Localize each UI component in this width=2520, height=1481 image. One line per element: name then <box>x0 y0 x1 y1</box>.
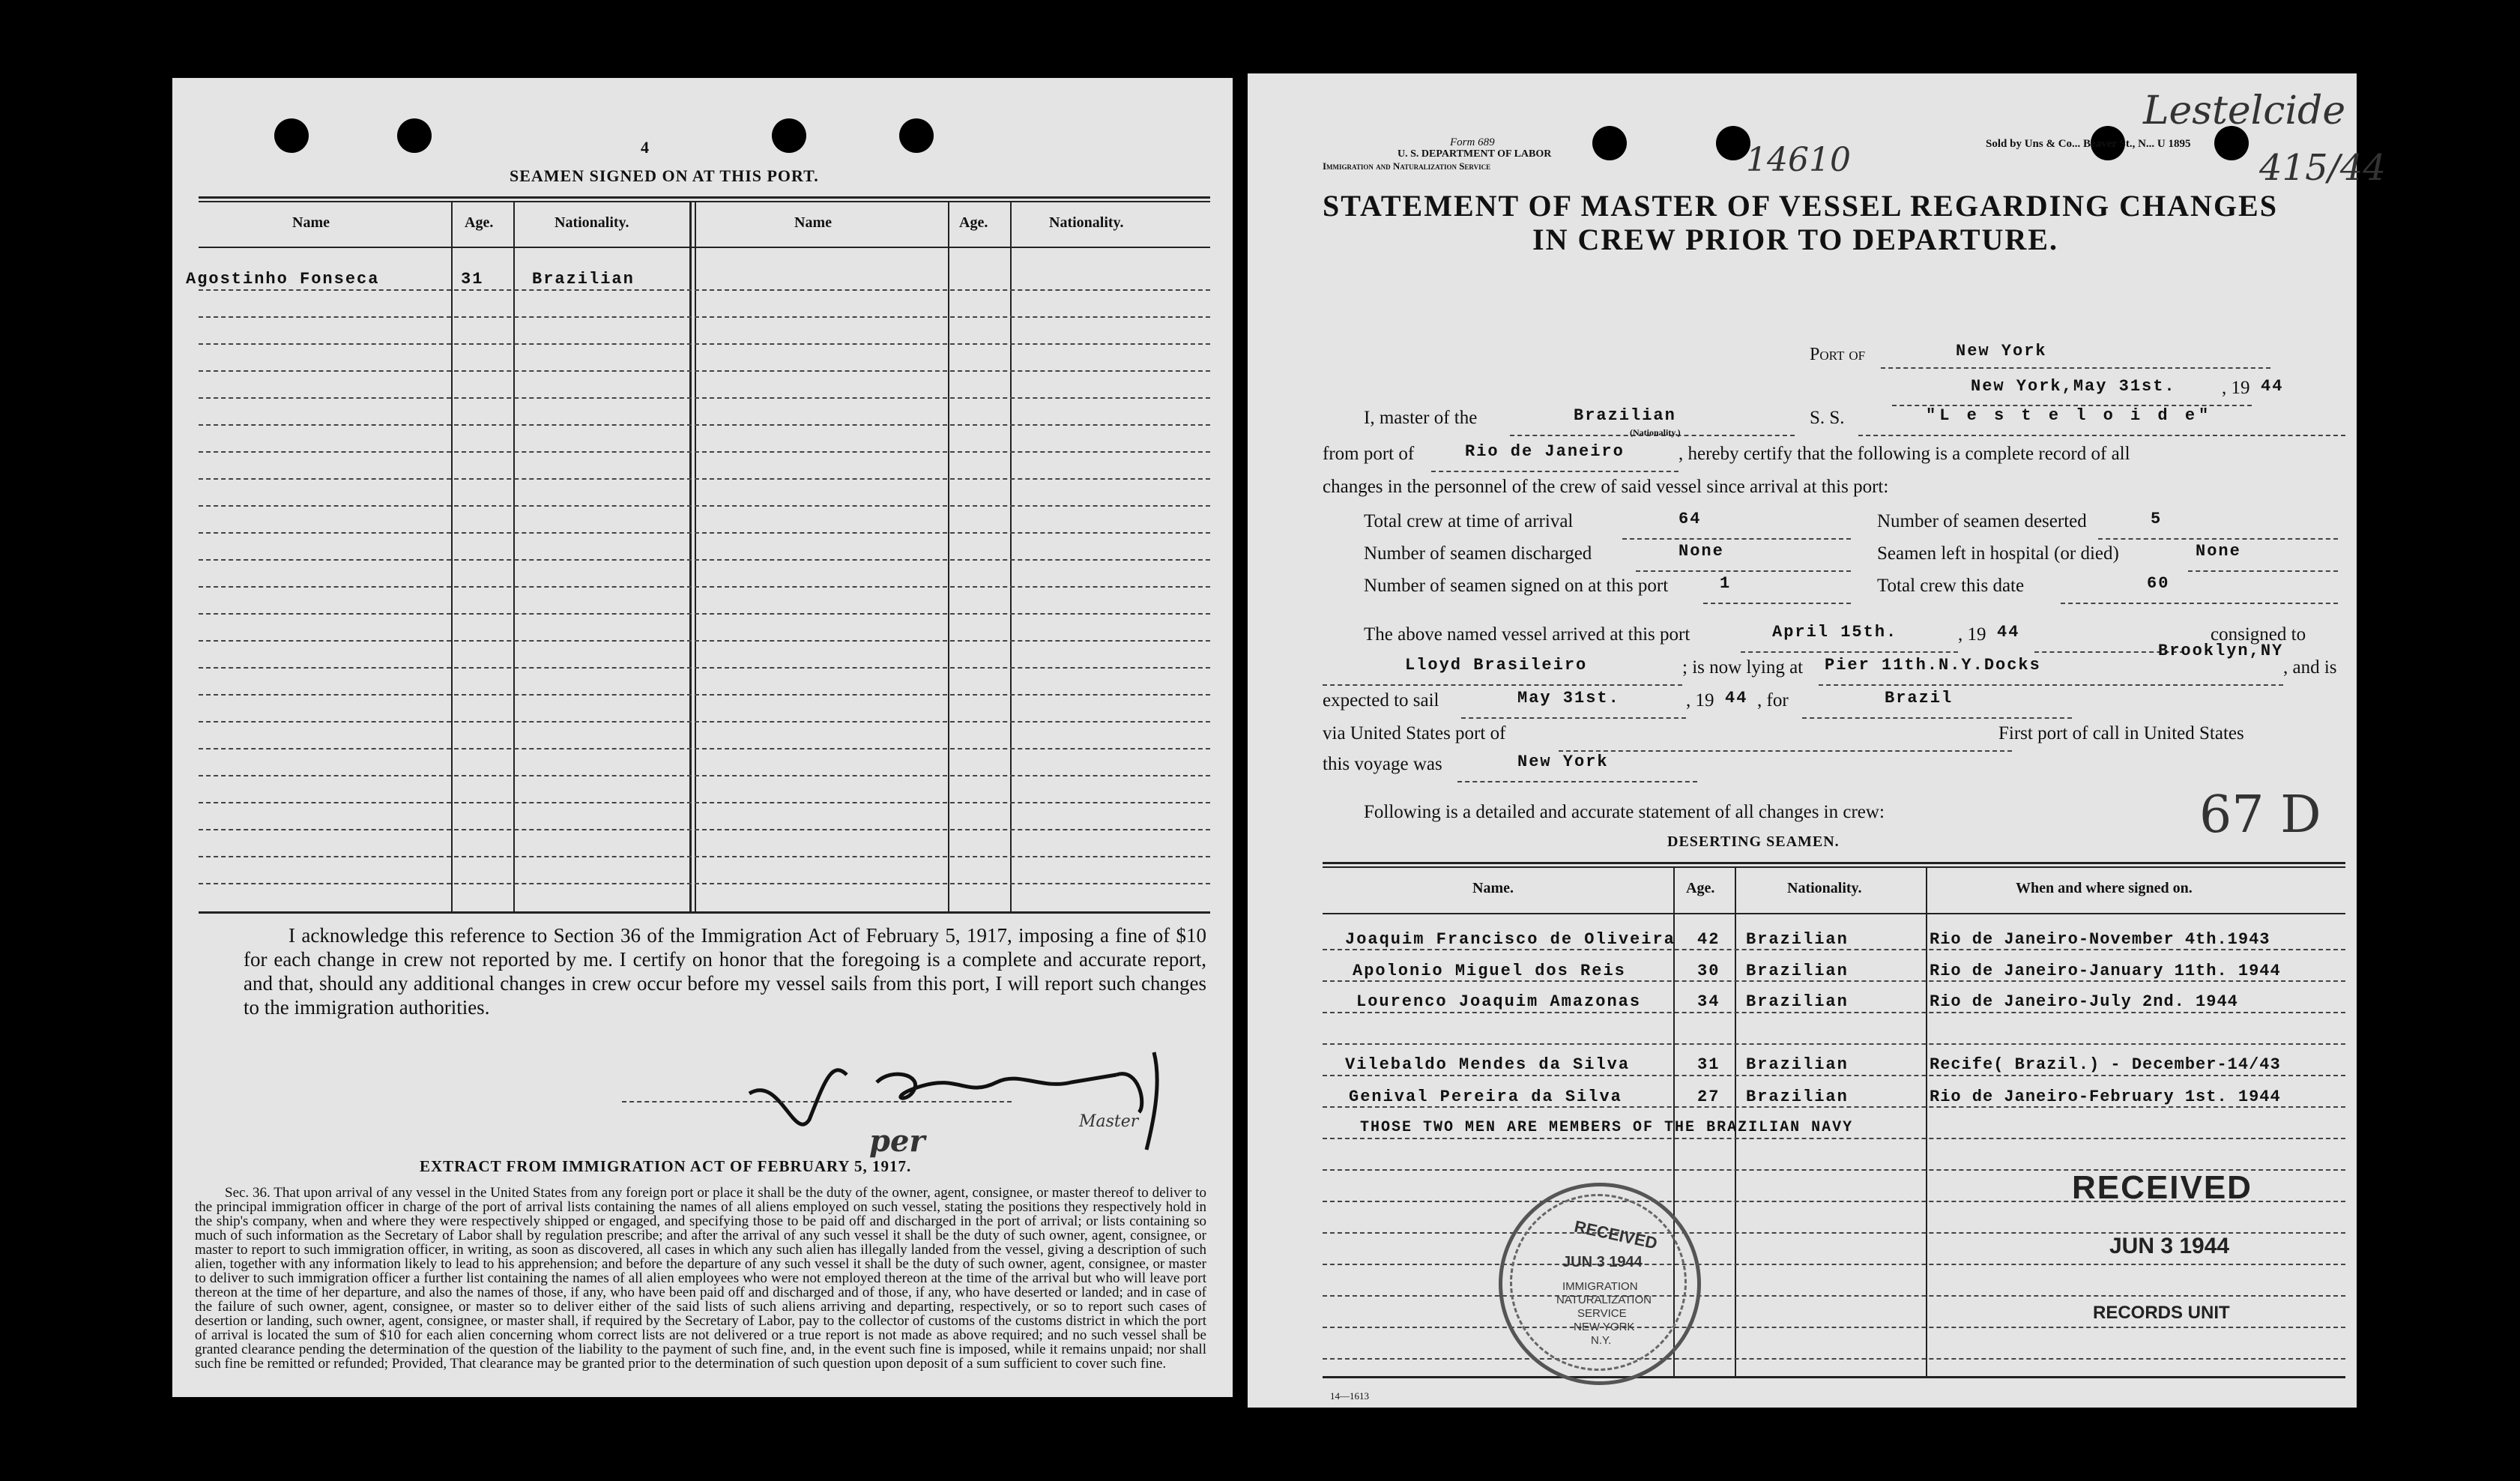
deserting-title: DESERTING SEAMEN. <box>1667 833 1840 850</box>
form-title-line2: IN CREW PRIOR TO DEPARTURE. <box>1532 223 2058 256</box>
column-rule <box>695 201 696 911</box>
stat-value: 60 <box>2147 574 2170 593</box>
row-rule <box>1323 1043 2345 1045</box>
records-unit-stamp: RECORDS UNIT <box>2093 1303 2230 1323</box>
form-number: Form 689 <box>1450 136 1495 148</box>
deserter-age: 31 <box>1697 1055 1720 1074</box>
row-rule <box>1323 1358 2345 1360</box>
col-header-name: Name. <box>1472 880 1514 896</box>
deserter-name: Apolonio Miguel dos Reis <box>1353 962 1626 980</box>
table-header-rule <box>199 247 1210 248</box>
round-stamp-line: N.Y. <box>1591 1334 1612 1347</box>
round-received-stamp <box>1499 1183 1701 1385</box>
signature-line <box>622 1101 1012 1103</box>
punch-hole <box>274 118 309 153</box>
stat-value: None <box>1679 542 1724 561</box>
via-label: via United States port of <box>1323 723 1506 743</box>
row-rule <box>199 667 1210 669</box>
stat-fill <box>1636 551 1851 572</box>
stat-fill <box>2098 519 2338 540</box>
footer-code: 14—1613 <box>1330 1390 1369 1402</box>
sail-value: May 31st. <box>1517 689 1620 708</box>
stat-label: Number of seamen deserted <box>1877 511 2087 531</box>
round-stamp-received: RECEIVED <box>1572 1216 1659 1253</box>
col-header-name-2: Name <box>794 214 832 231</box>
row-rule <box>199 586 1210 588</box>
arrived-year: 44 <box>1997 623 2020 642</box>
row-rule <box>1323 1327 2345 1328</box>
row-rule <box>199 883 1210 884</box>
deserter-age: 30 <box>1697 962 1720 980</box>
row-rule <box>1323 1106 2345 1108</box>
right-page <box>1248 73 2386 1408</box>
sail-year-prefix: , 19 <box>1686 690 1714 711</box>
deserter-signed-on: Rio de Janeiro-January 11th. 1944 <box>1930 962 2281 980</box>
row-rule <box>199 559 1210 561</box>
deserter-nationality: Brazilian <box>1746 992 1849 1011</box>
column-rule <box>1926 866 1927 1376</box>
for-value: Brazil <box>1885 689 1954 708</box>
deserter-age: 42 <box>1697 930 1720 949</box>
row-rule <box>199 613 1210 615</box>
col-header-nationality: Nationality. <box>1787 880 1862 896</box>
lying-label: ; is now lying at <box>1682 657 1804 678</box>
deserter-nationality: Brazilian <box>1746 930 1849 949</box>
column-rule <box>1010 201 1012 911</box>
deserter-nationality: Brazilian <box>1746 1088 1849 1106</box>
master-label: Master <box>1079 1112 1139 1131</box>
col-header-age-2: Age. <box>959 214 988 231</box>
page-number: 4 <box>641 138 649 157</box>
row-rule <box>199 397 1210 399</box>
service: Immigration and Naturalization Service <box>1323 160 1491 172</box>
navy-note: THOSE TWO MEN ARE MEMBERS OF THE BRAZILIAN NAVY <box>1360 1119 1854 1136</box>
deserter-signed-on: Rio de Janeiro-November 4th.1943 <box>1930 930 2270 949</box>
handwritten-ship-name: Lestelcide <box>2143 88 2346 133</box>
seaman-nationality: Brazilian <box>532 270 635 289</box>
table-header-rule <box>1323 913 2345 914</box>
stat-value: None <box>2196 542 2241 561</box>
stat-value: 64 <box>1679 510 1702 528</box>
seaman-age: 31 <box>461 270 484 289</box>
vessel-name: "L e s t e l o i d e" <box>1926 406 2213 425</box>
voyage-label: this voyage was <box>1323 754 1442 774</box>
punch-hole <box>772 118 806 153</box>
changes-text: changes in the personnel of the crew of said vessel since arrival at this port: <box>1323 477 1889 497</box>
column-rule <box>948 201 949 911</box>
handwritten-number: 14610 <box>1746 141 1851 179</box>
table-bottom-rule <box>1323 1376 2345 1378</box>
stat-label: Number of seamen signed on at this port <box>1364 576 1669 596</box>
stat-label: Seamen left in hospital (or died) <box>1877 543 2119 564</box>
round-stamp-line: NEW YORK <box>1574 1321 1635 1333</box>
row-rule <box>199 748 1210 749</box>
punch-hole <box>899 118 934 153</box>
extract-title: EXTRACT FROM IMMIGRATION ACT OF FEBRUARY 5, 1917. <box>420 1157 912 1175</box>
col-header-name: Name <box>292 214 330 231</box>
round-stamp-line: NATURALIZATION <box>1556 1294 1652 1306</box>
round-stamp-line: IMMIGRATION <box>1562 1280 1638 1293</box>
via-fill <box>1559 731 2012 752</box>
port-label: Port of <box>1810 345 1866 364</box>
received-stamp-date: JUN 3 1944 <box>2109 1234 2230 1258</box>
row-rule <box>199 505 1210 507</box>
lying-extra: Brooklyn,NY <box>2158 642 2284 660</box>
deserter-nationality: Brazilian <box>1746 962 1849 980</box>
row-rule <box>1323 949 2345 950</box>
table-top-rule <box>1323 866 2345 868</box>
col-header-nationality-2: Nationality. <box>1049 214 1124 231</box>
col-header-signed-on: When and where signed on. <box>2016 880 2193 896</box>
left-page <box>172 78 1233 1397</box>
row-rule <box>199 775 1210 776</box>
nationality-value: Brazilian <box>1574 406 1676 425</box>
extract-text: Sec. 36. That upon arrival of any vessel in the United States from any foreign port or place it shall be the duty of the owner, agent, consignee, or master thereof to deliver to the principal immigration officer in charge of the port of arrival lists containing the names of all aliens employed on such vessel, stating the positions they respectively hold in the ship's company, when and where they were respectively shipped or engaged, and specifying those to be paid off and discharged in the port of arrival; or lists containing so much of such information as the Secretary of Labor shall by regulation prescribe; and after the arrival of any such vessel it shall be the duty of such owner, agent, consignee, or master to report to such immigration officer, in writing, as soon as discovered, all cases in which any such alien has illegally landed from the vessel, giving a description of such alien, together with any information likely to lead to his apprehension; and before the departure of any such vessel it shall be the duty of such owner, agent, consignee, or master to deliver to such immigration officer a further list containing the names of all alien employees who were not employed thereon at the time of the arrival but who will leave port thereon at the time of her departure, and also the names of those, if any, who have been paid off and discharged and of those, if any, who have deserted or landed; and in case of the failure of such owner, agent, consignee, or master so to deliver either of the said lists of such aliens arriving and departing, respectively, or so to report such cases of desertion or landing, such owner, agent, consignee, or master shall, if required by the Secretary of Labor, pay to the collector of customs of the customs district in which the port of arrival is located the sum of $10 for each alien concerning whom correct lists are not delivered or a true report is not made as above required; and no such vessel shall be granted clearance pending the determination of the question of the liability to the payment of such fine, and, in the event such fine is imposed, while it remains unpaid; nor shall such fine be remitted or refunded; Provided, That clearance may be granted prior to the determination of such question upon deposit of a sum sufficient to cover such fine. <box>195 1185 1206 1372</box>
and-is-label: , and is <box>2283 657 2337 678</box>
table-top-rule <box>1323 862 2345 864</box>
column-rule <box>451 201 453 911</box>
arrived-label: The above named vessel arrived at this port <box>1364 624 1690 645</box>
deserter-age: 27 <box>1697 1088 1720 1106</box>
deserter-signed-on: Rio de Janeiro-July 2nd. 1944 <box>1930 992 2238 1011</box>
row-rule <box>199 478 1210 480</box>
sail-label: expected to sail <box>1323 690 1439 711</box>
round-stamp-date: JUN 3 1944 <box>1562 1254 1643 1270</box>
row-rule <box>199 721 1210 723</box>
nationality-caption: (Nationality.) <box>1630 427 1681 438</box>
row-rule <box>199 802 1210 803</box>
for-label: , for <box>1757 690 1789 711</box>
row-rule <box>1323 1075 2345 1076</box>
date-year-prefix: , 19 <box>2222 378 2250 398</box>
arrived-value: April 15th. <box>1772 623 1898 642</box>
received-stamp: RECEIVED <box>2072 1169 2252 1206</box>
stat-fill <box>2061 583 2338 604</box>
row-rule <box>199 829 1210 830</box>
stat-label: Number of seamen discharged <box>1364 543 1592 564</box>
certify-text: , hereby certify that the following is a complete record of all <box>1679 444 2130 464</box>
lying-value: Pier 11th.N.Y.Docks <box>1825 656 2041 675</box>
deserter-name: Lourenco Joaquim Amazonas <box>1356 992 1642 1011</box>
from-port-value: Rio de Janeiro <box>1465 442 1625 461</box>
row-rule <box>199 343 1210 345</box>
form-title-line1: STATEMENT OF MASTER OF VESSEL REGARDING CHANGES <box>1323 189 2278 223</box>
table-bottom-rule <box>199 911 1210 914</box>
row-rule <box>199 451 1210 453</box>
department: U. S. DEPARTMENT OF LABOR <box>1398 148 1552 160</box>
following-text: Following is a detailed and accurate statement of all changes in crew: <box>1364 802 1885 822</box>
first-port-label: First port of call in United States <box>1998 723 2244 743</box>
master-of-label: I, master of the <box>1364 408 1478 428</box>
seaman-name: Agostinho Fonseca <box>186 270 380 289</box>
round-stamp-line: SERVICE <box>1577 1307 1627 1320</box>
col-header-age: Age. <box>465 214 494 231</box>
col-header-nationality: Nationality. <box>555 214 629 231</box>
stat-label: Total crew this date <box>1877 576 2025 596</box>
punch-hole <box>1592 126 1627 160</box>
deserter-signed-on: Recife( Brazil.) - December-14/43 <box>1930 1055 2281 1074</box>
row-rule <box>199 856 1210 857</box>
row-rule <box>1323 1264 2345 1265</box>
row-rule <box>1323 1295 2345 1297</box>
row-rule <box>199 424 1210 426</box>
acknowledgement-text: I acknowledge this reference to Section 36 of the Immigration Act of February 5, 1917, imposing a fine of $10 for each change in crew not reported by me. I certify on honor that the foregoing is a complete and accurate report, and that, should any additional changes in crew occur before my vessel sails from this port, I will report such changes to the immigration authorities. <box>244 924 1206 1019</box>
master-signature <box>697 1030 1236 1165</box>
stat-value: 1 <box>1720 574 1732 593</box>
deserter-nationality: Brazilian <box>1746 1055 1849 1074</box>
date-year: 44 <box>2261 377 2284 396</box>
handwritten-code: 415/44 <box>2259 147 2386 189</box>
consignee-value: Lloyd Brasileiro <box>1405 656 1588 675</box>
deserter-name: Vilebaldo Mendes da Silva <box>1345 1055 1631 1074</box>
column-rule <box>689 201 692 911</box>
ss-label: S. S. <box>1810 408 1845 428</box>
row-rule <box>199 370 1210 372</box>
row-rule <box>199 532 1210 534</box>
port-value: New York <box>1956 342 2047 361</box>
table-top-rule <box>199 201 1210 202</box>
date-value: New York,May 31st. <box>1971 377 2176 396</box>
punch-hole <box>397 118 432 153</box>
port-fill <box>1881 348 2270 369</box>
signature-per: per <box>869 1123 925 1159</box>
arrived-year-prefix: , 19 <box>1958 624 1986 645</box>
voyage-value: New York <box>1517 752 1609 771</box>
sail-year: 44 <box>1725 689 1748 708</box>
row-rule <box>1323 1138 2345 1139</box>
col-header-age: Age. <box>1686 880 1715 896</box>
seller-imprint: Sold by Uns & Co... Beaver St., N... U 1895 <box>1986 138 2191 150</box>
handwritten-67d: 67 D <box>2199 785 2321 845</box>
row-rule <box>199 289 1210 291</box>
section-title: SEAMEN SIGNED ON AT THIS PORT. <box>510 166 819 185</box>
table-top-rule <box>199 196 1210 199</box>
stat-fill <box>1622 519 1851 540</box>
row-rule <box>1323 980 2345 982</box>
deserter-name: Joaquim Francisco de Oliveira <box>1345 930 1676 949</box>
row-rule <box>199 640 1210 642</box>
stat-value: 5 <box>2151 510 2163 528</box>
row-rule <box>199 694 1210 696</box>
stat-label: Total crew at time of arrival <box>1364 511 1574 531</box>
deserter-signed-on: Rio de Janeiro-February 1st. 1944 <box>1930 1088 2281 1106</box>
column-rule <box>513 201 515 911</box>
deserter-age: 34 <box>1697 992 1720 1011</box>
row-rule <box>199 316 1210 318</box>
deserter-name: Genival Pereira da Silva <box>1349 1088 1622 1106</box>
from-port-label: from port of <box>1323 444 1415 464</box>
consigned-label: consigned to <box>2211 624 2306 645</box>
row-rule <box>1323 1012 2345 1013</box>
